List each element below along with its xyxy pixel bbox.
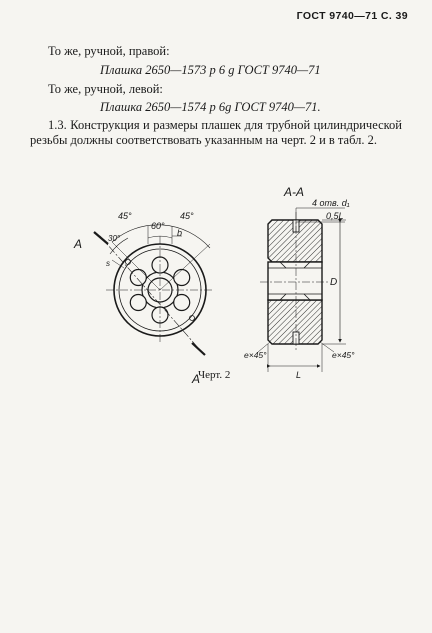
chamfer-right: e×45° xyxy=(332,350,355,360)
section-label: А-А xyxy=(284,185,305,199)
figure-caption: Черт. 2 xyxy=(198,369,231,381)
chamfer-left: e×45° xyxy=(244,350,267,360)
dim-D: D xyxy=(330,277,338,288)
dim-d1: 4 отв. d₁ xyxy=(312,198,350,208)
front-view xyxy=(94,225,214,355)
item-2-designation: Плашка 2650—1574 р 6g ГОСТ 9740—71. xyxy=(100,100,321,114)
dim-L: L xyxy=(296,370,302,380)
item-1-designation: Плашка 2650—1573 р 6 g ГОСТ 9740—71 xyxy=(100,63,321,77)
dim-b: b xyxy=(177,228,183,238)
cut-label-bottom: А xyxy=(192,372,201,386)
item-1-title: То же, ручной, правой: xyxy=(48,44,170,58)
section-view xyxy=(258,208,346,372)
page-header: ГОСТ 9740—71 С. 39 xyxy=(296,10,408,22)
svg-text:s: s xyxy=(106,259,110,268)
angle-60: 60° xyxy=(151,221,165,231)
angle-45-right: 45° xyxy=(180,211,194,221)
angle-45-left: 45° xyxy=(118,211,132,221)
paragraph-1-3: 1.3. Конструкция и размеры плашек для трубной цилиндрической резьбы должны соответствовать указанным на черт. 2 и в табл. 2. xyxy=(30,118,402,147)
cut-label-top: А xyxy=(74,237,83,251)
angle-30: 30° xyxy=(108,234,121,243)
item-2-title: То же, ручной, левой: xyxy=(48,82,163,96)
dim-0-5L: 0,5L xyxy=(326,211,344,221)
